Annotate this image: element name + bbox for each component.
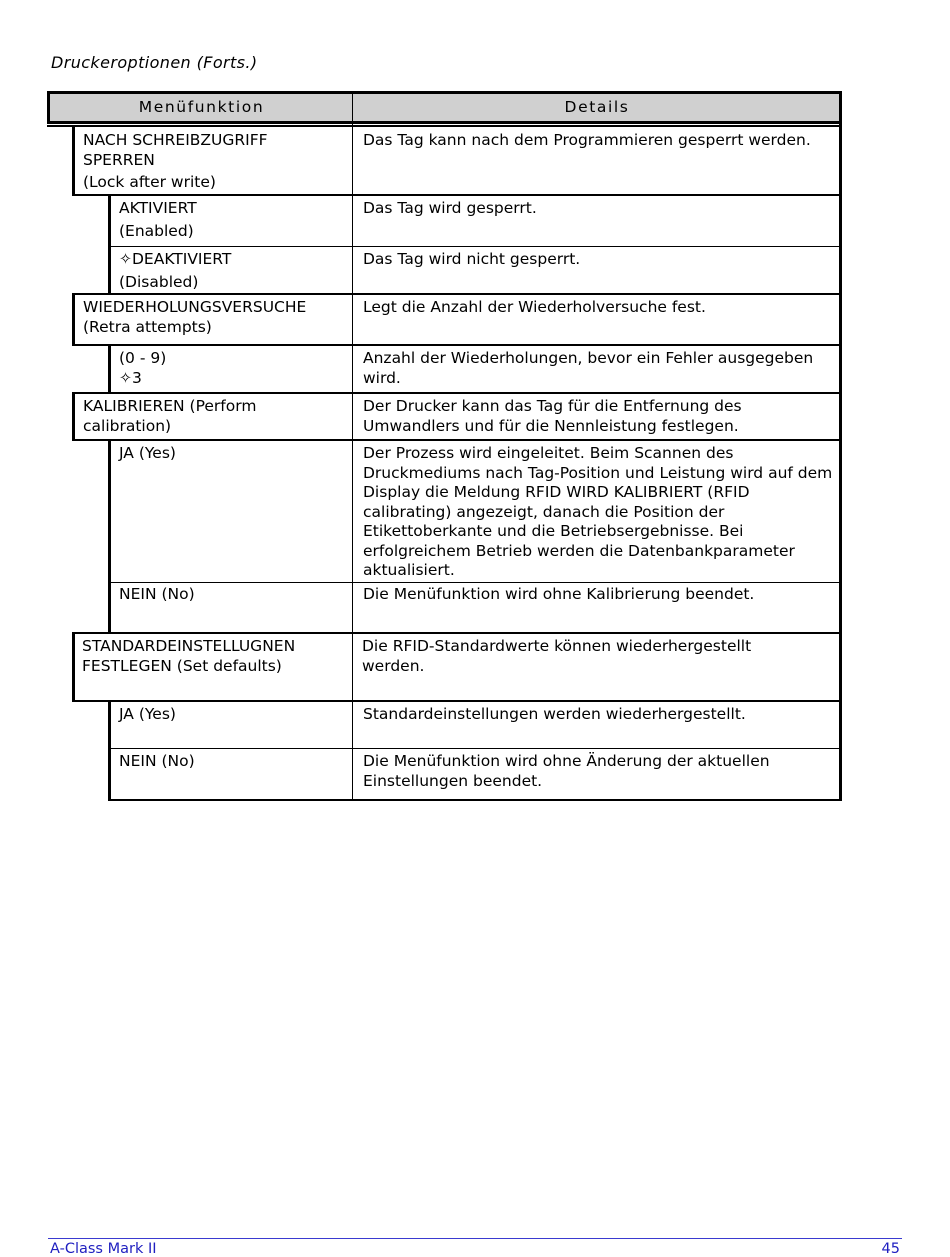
details-cell: Der Prozess wird eingeleitet. Beim Scannen des Druckmediums nach Tag-Position und Leistung wird auf dem Display die Meldung RFID WIRD KALIBRIERT (RFID calibrating) angezeigt, danach die Position der Etikettoberkante und die Betriebsergebnisse. Bei erfolgreichem Betrieb werden die Datenbankparameter aktualisiert.	[363, 444, 833, 579]
row-border	[108, 702, 111, 801]
header-double-rule	[47, 125, 842, 127]
details-cell: Der Drucker kann das Tag für die Entfernung des Umwandlers und für die Nennleistung festlegen.	[363, 397, 742, 435]
details-cell: Die RFID-Standardwerte können wiederhergestellt werden.	[362, 637, 752, 675]
table-row	[119, 752, 349, 772]
row-border	[72, 393, 75, 441]
table-right-rule	[839, 91, 842, 801]
menu-cell-line: SPERREN	[83, 150, 155, 169]
table-row	[119, 349, 349, 388]
menu-cell-line: (Retra attempts)	[83, 317, 212, 336]
header-top-rule	[47, 91, 842, 94]
details-cell: Das Tag wird gesperrt.	[363, 199, 537, 217]
table-row	[83, 397, 348, 436]
menu-cell-line: ✧3	[119, 368, 142, 387]
table-row	[119, 199, 349, 241]
details-cell: Anzahl der Wiederholungen, bevor ein Fehler ausgegeben wird.	[363, 349, 814, 387]
page-number: 45	[881, 1241, 900, 1257]
footer-rule	[48, 1238, 902, 1239]
row-separator	[72, 439, 842, 441]
row-separator	[108, 246, 842, 247]
row-border	[108, 195, 111, 293]
details-cell: Standardeinstellungen werden wiederhergestellt.	[363, 705, 746, 723]
menu-cell-line: FESTLEGEN (Set defaults)	[82, 656, 282, 675]
row-border	[72, 293, 75, 345]
row-separator	[72, 392, 842, 394]
menu-cell-line: calibration)	[83, 416, 172, 435]
menu-cell-line: (Lock after write)	[83, 173, 216, 191]
row-border	[72, 632, 75, 702]
menu-cell-line: JA (Yes)	[119, 444, 176, 462]
details-cell: Das Tag wird nicht gesperrt.	[363, 250, 581, 268]
header-details: Details	[564, 98, 630, 116]
menu-cell-line: JA (Yes)	[119, 705, 176, 723]
table-row	[119, 250, 349, 292]
table-row	[119, 705, 349, 725]
row-separator	[72, 632, 842, 634]
details-cell: Legt die Anzahl der Wiederholversuche fest.	[363, 298, 706, 316]
table-row	[119, 585, 349, 605]
menu-cell-line: (Enabled)	[119, 221, 194, 240]
menu-cell-line: (0 - 9)	[119, 349, 167, 367]
row-border	[72, 125, 75, 195]
row-separator	[108, 582, 842, 583]
table-row	[119, 444, 349, 464]
section-title: Druckeroptionen (Forts.)	[51, 53, 258, 72]
menu-cell-line: NEIN (No)	[119, 585, 195, 603]
table-row	[83, 131, 348, 193]
column-divider	[352, 93, 353, 800]
table-row	[83, 298, 348, 337]
details-cell: Die Menüfunktion wird ohne Änderung der aktuellen Einstellungen beendet.	[363, 752, 770, 790]
row-separator	[72, 293, 842, 295]
table-bottom-rule	[108, 799, 842, 801]
details-cell: Die Menüfunktion wird ohne Kalibrierung beendet.	[363, 585, 755, 603]
row-separator	[72, 194, 842, 196]
footer-product-name: A-Class Mark II	[50, 1241, 157, 1257]
menu-cell-line: NACH SCHREIBZUGRIFF	[83, 131, 268, 149]
table-row	[82, 637, 347, 676]
details-cell: Das Tag kann nach dem Programmieren gesperrt werden.	[363, 131, 811, 149]
menu-cell-line: STANDARDEINSTELLUGNEN	[82, 637, 296, 655]
menu-cell-line: KALIBRIEREN (Perform	[83, 397, 257, 415]
header-left-rule	[47, 91, 50, 124]
menu-cell-line: ✧DEAKTIVIERT	[119, 250, 232, 268]
row-separator	[72, 344, 842, 346]
header-bottom-rule	[47, 121, 842, 124]
menu-cell-line: WIEDERHOLUNGSVERSUCHE	[83, 298, 307, 316]
row-border	[108, 441, 111, 632]
header-menu-function: Menüfunktion	[138, 98, 265, 116]
row-border	[108, 345, 111, 393]
menu-cell-line: (Disabled)	[119, 272, 199, 291]
menu-cell-line: NEIN (No)	[119, 752, 195, 770]
menu-cell-line: AKTIVIERT	[119, 199, 197, 217]
row-separator	[72, 700, 842, 702]
row-separator	[108, 748, 842, 749]
